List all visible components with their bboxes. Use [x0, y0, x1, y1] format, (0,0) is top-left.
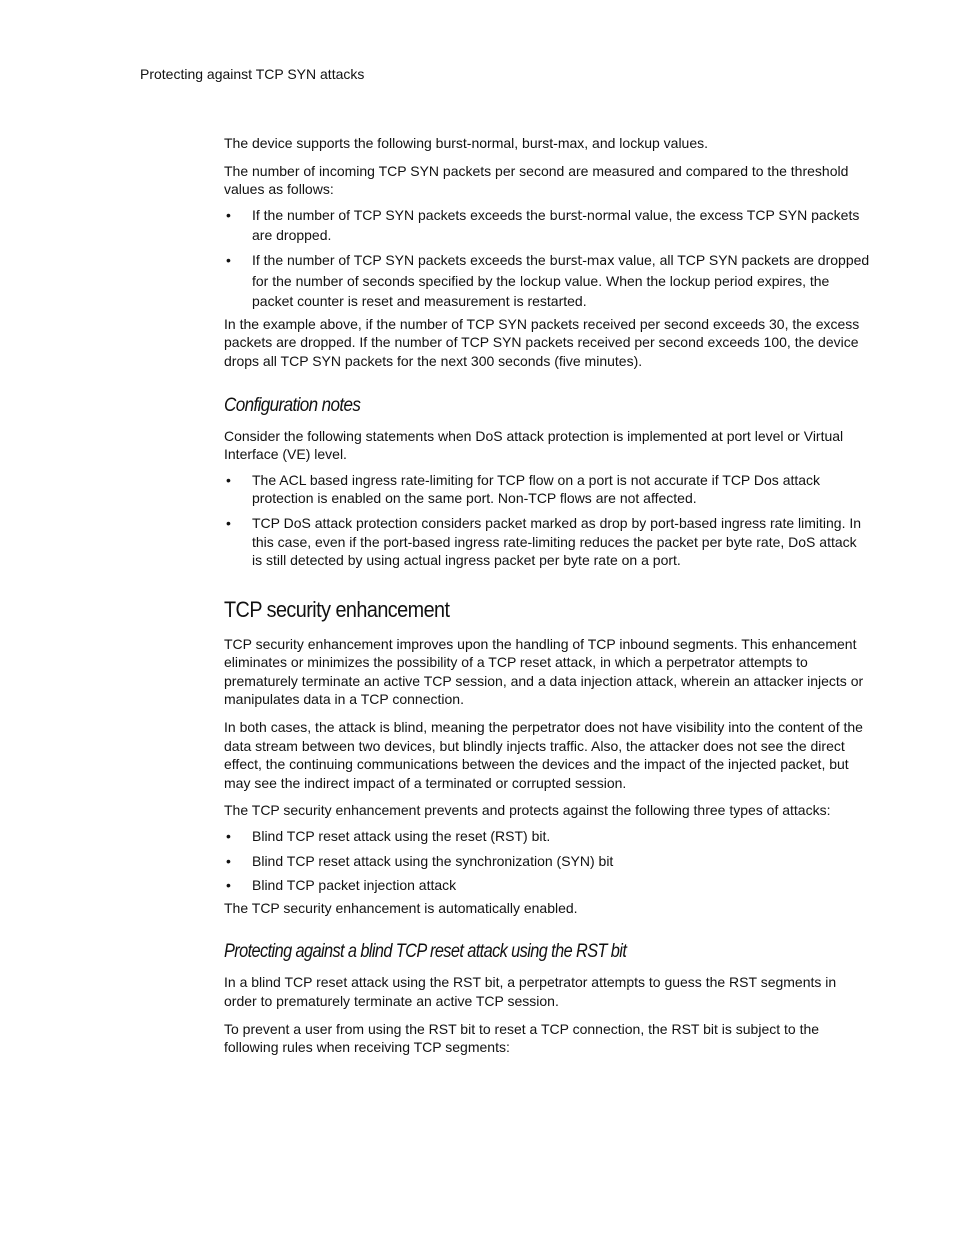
list-item	[224, 514, 870, 570]
bullet-icon: •	[226, 471, 231, 488]
keyword-lockup: lockup	[519, 274, 561, 290]
bullet-text: value, all TCP SYN packets are dropped for the number of seconds specified by the	[252, 251, 870, 289]
keyword-burst-max: burst-max	[549, 253, 615, 269]
config-notes-paragraph: Consider the following statements when DoS attack protection is implemented at port level or Virtual Interface (VE) level.	[224, 427, 844, 463]
bullet-text: value. When the lockup period expires, the packet counter is reset and measurement is restarted.	[252, 272, 830, 310]
bullet-icon: •	[226, 251, 231, 268]
tcp-security-paragraph-3: The TCP security enhancement prevents and protects against the following three types of attacks:	[224, 802, 831, 819]
bullet-text: Blind TCP packet injection attack	[252, 877, 457, 894]
bullet-text: Blind TCP reset attack using the reset (RST) bit.	[252, 828, 551, 845]
rst-paragraph-1: In a blind TCP reset attack using the RST bit, a perpetrator attempts to guess the RST segments in order to prematurely terminate an active TCP session.	[224, 974, 837, 1009]
attack-types-bullet-list	[224, 827, 870, 895]
bullet-icon: •	[226, 828, 231, 845]
bullet-text: If the number of TCP SYN packets exceeds the	[252, 251, 550, 268]
bullet-icon: •	[226, 514, 231, 531]
bullet-icon: •	[226, 206, 231, 223]
list-item	[224, 471, 870, 508]
list-item	[224, 827, 870, 846]
list-item	[224, 251, 870, 311]
bullet-text: The ACL based ingress rate-limiting for TCP flow on a port is not accurate if TCP Dos attack protection is enabled on the same port. Non-TCP flows are not affected.	[252, 471, 821, 507]
page-content	[224, 134, 870, 1057]
list-item	[224, 206, 870, 245]
rst-paragraph-2: To prevent a user from using the RST bit to reset a TCP connection, the RST bit is subject to the following rules when receiving TCP segments:	[224, 1020, 820, 1056]
keyword-burst-normal: burst-normal	[549, 208, 632, 224]
intro-paragraph-1: The device supports the following burst-normal, burst-max, and lockup values.	[224, 135, 709, 151]
bullet-text: TCP DoS attack protection considers packet marked as drop by port-based ingress rate limiting. In this case, even if the port-based ingress rate-limiting reduces the packet per byte rate, DoS attack is still detected by using actual ingress packet per byte rate on a port.	[252, 514, 862, 569]
running-header: Protecting against TCP SYN attacks	[140, 66, 365, 82]
tcp-security-heading: TCP security enhancement	[224, 596, 450, 622]
bullet-text: value, the excess TCP SYN packets are dropped.	[252, 206, 860, 244]
configuration-notes-heading: Configuration notes	[224, 394, 361, 416]
config-notes-bullet-list	[224, 471, 870, 570]
tcp-security-paragraph-4: The TCP security enhancement is automatically enabled.	[224, 899, 578, 916]
example-paragraph: In the example above, if the number of TCP SYN packets received per second exceeds 30, the excess packets are dropped. If the number of TCP SYN packets received per second exceeds 100, the device drops all TCP SYN packets for the next 300 seconds (five minutes).	[224, 315, 860, 369]
bullet-text: Blind TCP reset attack using the synchronization (SYN) bit	[252, 852, 614, 869]
rst-section-heading: Protecting against a blind TCP reset attack using the RST bit	[224, 941, 627, 963]
tcp-security-paragraph-2: In both cases, the attack is blind, meaning the perpetrator does not have visibility into the content of the data stream between two devices, but blindly injects traffic. Also, the attacker does not see the direct effect, the continuing communications between the devices and the impact of the injected packet, but may see the indirect impact of a terminated or corrupted session.	[224, 719, 863, 791]
intro-paragraph-2: The number of incoming TCP SYN packets per second are measured and compared to the threshold values as follows:	[224, 162, 849, 198]
list-item	[224, 852, 870, 871]
bullet-icon: •	[226, 852, 231, 869]
bullet-text: If the number of TCP SYN packets exceeds the	[252, 206, 550, 223]
bullet-icon: •	[226, 877, 231, 894]
list-item	[224, 876, 870, 895]
threshold-bullet-list	[224, 206, 870, 311]
tcp-security-paragraph-1: TCP security enhancement improves upon the handling of TCP inbound segments. This enhancement eliminates or minimizes the possibility of a TCP reset attack, in which a perpetrator attempts to prematurely terminate an active TCP session, and a data injection attack, wherein an attacker injects or manipulates data in a TCP connection.	[224, 635, 864, 708]
